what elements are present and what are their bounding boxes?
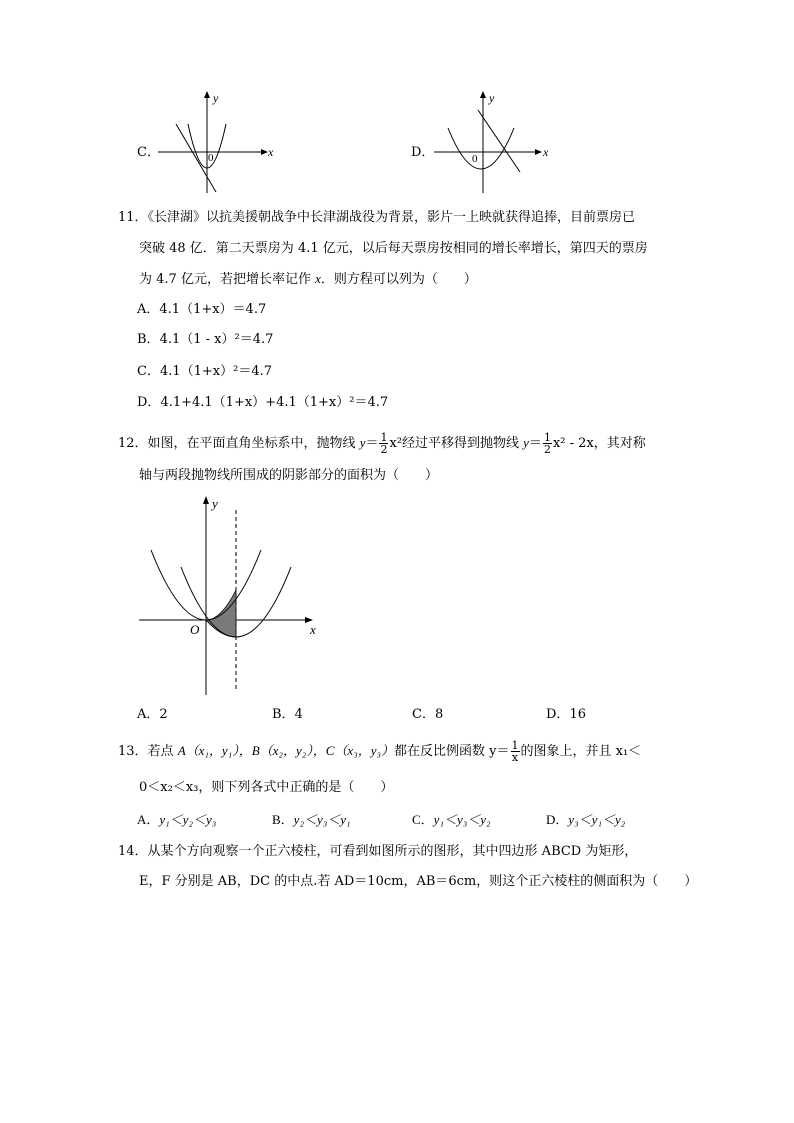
graph-d [434, 88, 554, 198]
q12-parabola-graph [135, 490, 335, 700]
q11-option-c[interactable]: C．4.1（1+x）²＝4.7 [137, 364, 273, 379]
fraction-one-half: $\frac{1}{2}$ [543, 431, 551, 456]
q14-line-2: E，F 分别是 AB，DC 的中点.若 AD＝10cm，AB＝6cm，则这个正六棱柱的侧面积为（ ） [139, 874, 698, 889]
axis-y-label: y [213, 91, 219, 105]
q11-line-1: 11．《长津湖》以抗美援朝战争中长津湖战役为背景，影片一上映就获得追捧，目前票房已 [118, 210, 636, 225]
fraction-one-half: $\frac{1}{2}$ [380, 431, 388, 456]
option-c-label: C． [137, 145, 160, 160]
q12-option-a[interactable]: A．2 [137, 707, 168, 722]
axis-x-label: x [268, 145, 274, 159]
q13-option-a[interactable]: A．y₁＜y₂＜y₃ [137, 812, 217, 827]
q12-option-c[interactable]: C．8 [412, 707, 444, 722]
q11-option-b[interactable]: B．4.1（1 - x）²＝4.7 [137, 332, 274, 347]
q13-option-c[interactable]: C．y₁＜y₃＜y₂ [412, 812, 491, 827]
q14-line-1: 14．从某个方向观察一个正六棱柱，可看到如图所示的图形，其中四边形 ABCD 为矩形， [118, 844, 638, 859]
q12-line-2: 轴与两段抛物线所围成的阴影部分的面积为（ ） [139, 468, 439, 483]
fraction-one-over-x: $\frac{1}{x}$ [511, 739, 519, 764]
q11-option-a[interactable]: A．4.1（1+x）＝4.7 [137, 302, 267, 317]
q12-option-d[interactable]: D．16 [546, 707, 586, 722]
axis-x-label: x [543, 145, 549, 159]
graph-origin-label: O [190, 622, 200, 637]
origin-label: 0 [472, 153, 478, 165]
q12-option-b[interactable]: B．4 [272, 707, 303, 722]
q11-line-2: 突破 48 亿．第二天票房为 4.1 亿元，以后每天票房按相同的增长率增长，第四天的票房 [139, 241, 648, 256]
q11-option-d[interactable]: D．4.1+4.1（1+x）+4.1（1+x）²＝4.7 [137, 395, 389, 410]
q13-option-d[interactable]: D．y₃＜y₁＜y₂ [546, 812, 626, 827]
q13-option-b[interactable]: B．y₂＜y₃＜y₁ [272, 812, 351, 827]
q11-line-3: 为 4.7 亿元，若把增长率记作 x．则方程可以列为（ ） [139, 271, 477, 287]
graph-c [158, 88, 278, 198]
option-d-label: D． [411, 145, 435, 160]
origin-label: 0 [208, 152, 214, 164]
q13-line-2: 0＜x₂＜x₃，则下列各式中正确的是（ ） [139, 780, 394, 795]
q12-line-1: 12．如图，在平面直角坐标系中，抛物线 y＝ $\frac{1}{2}$ x²经过平移得到抛物线 y＝ $\frac{1}{2}$ x² - 2x，其对称 [118, 431, 646, 456]
q13-line-1: 13．若点 A（x₁，y₁），B（x₂，y₂），C（x₃，y₃）都在反比例函数 y＝ $\frac{1}{x}$ 的图象上，并且 x₁＜ [118, 739, 642, 764]
graph-x-label: x [310, 622, 316, 637]
graph-y-label: y [212, 496, 218, 511]
axis-y-label: y [489, 91, 495, 105]
